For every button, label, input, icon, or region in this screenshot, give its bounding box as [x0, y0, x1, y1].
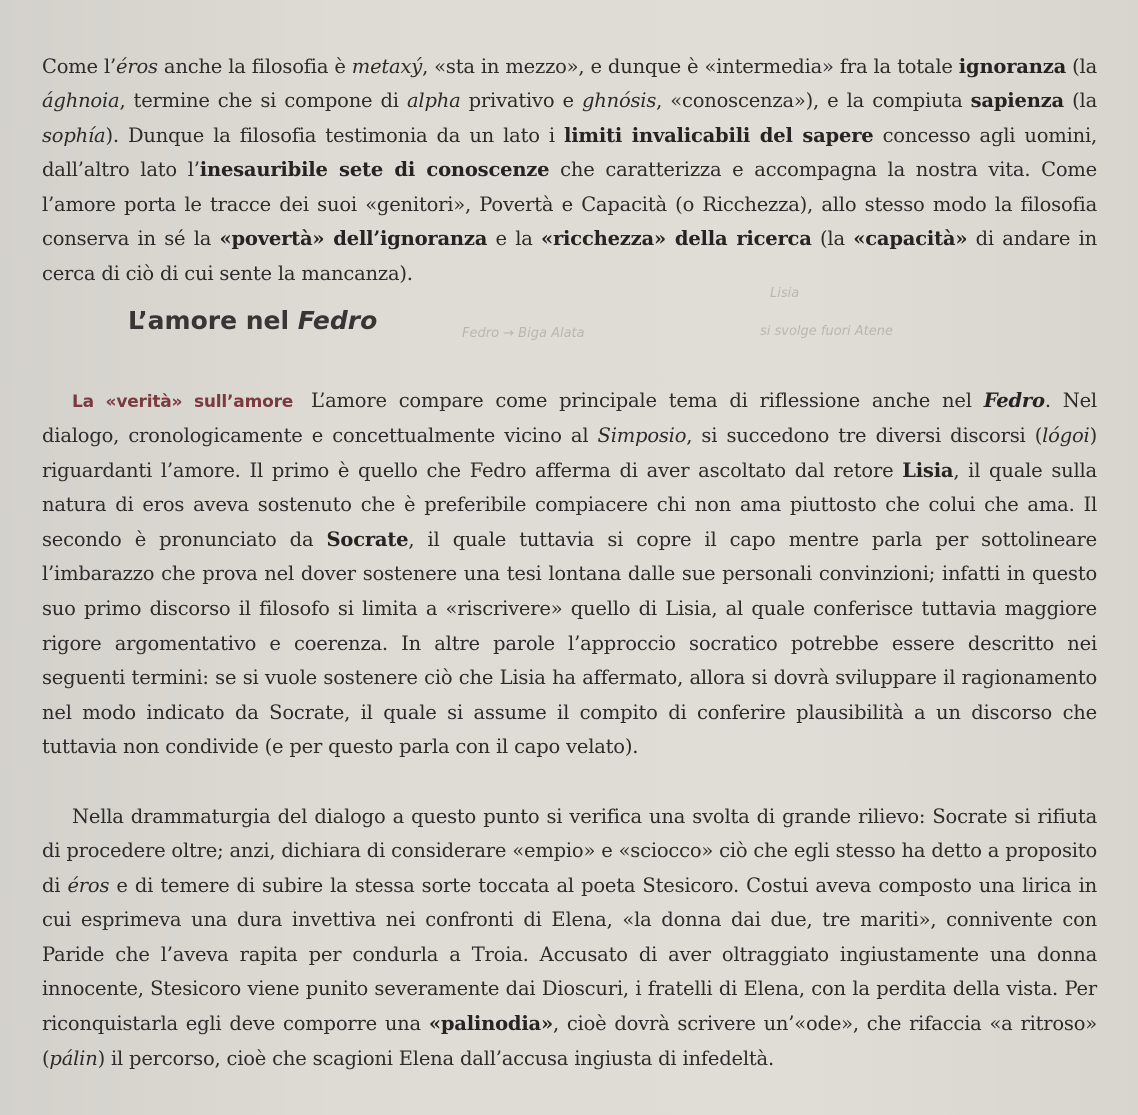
section-title: L’amore nel Fedro — [128, 306, 378, 335]
paragraph-1: Come l’éros anche la filosofia è metaxý, «sta in mezzo», e dunque è «intermedia» fra la totale ignoranza (la ághnoia, termine che si compone di alpha privativo e ghnósis, «conoscenza»), e la compiuta sapienza (la sophía). Dunque la filosofia testimonia da un lato i limiti invalicabili del sapere concesso agli uomini, dall’altro lato l’inesauribile sete di conoscenze che caratterizza e accompagna la nostra vita. Come l’amore porta le tracce dei suoi «genitori», Povertà e Capacità (o Ricchezza), allo stesso modo la filosofia conserva in sé la «povertà» dell’ignoranza e la «ricchezza» della ricerca (la «capacità» di andare in cerca di ciò di cui sente la mancanza). — [42, 54, 1098, 286]
paragraph-2: La «verità» sull’amore L’amore compare come principale tema di riflessione anche nel Fedro. Nel dialogo, cronologicamente e concettualmente vicino al Simposio, si succedono tre diversi discorsi (lógoi) riguardanti l’amore. Il primo è quello che Fedro afferma di aver ascoltato dal retore Lisia, il quale sulla natura di eros aveva sostenuto che è preferibile compiacere chi non ama piuttosto che colui che ama. Il secondo è pronunciato da Socrate, il quale tuttavia si copre il capo mentre parla per sottolineare l’imbarazzo che prova nel dover sostenere una tesi lontana dalle sue personali convinzioni; infatti in questo suo primo discorso il filosofo si limita a «riscrivere» quello di Lisia, al quale conferisce tuttavia maggiore rigore argomentativo e coerenza. In altre parole l’approccio socratico potrebbe essere descritto nei seguenti termini: se si vuole sostenere ciò che Lisia ha affermato, allora si dovrà sviluppare il ragionamento nel modo indicato da Socrate, il quale si assume il compito di conferire plausibilità a un discorso che tuttavia non condivide (e per questo parla con il capo velato). — [42, 388, 1098, 759]
subheading: La «verità» sull’amore — [72, 391, 294, 412]
handwritten-note: Fedro → Biga Alata — [462, 326, 585, 341]
handwritten-note: Lisia — [770, 286, 800, 301]
paragraph-3: Nella drammaturgia del dialogo a questo punto si verifica una svolta di grande rilievo: Socrate si rifiuta di procedere oltre; anzi, dichiara di considerare «empio» e «sciocco» ciò che egli stesso ha detto a proposito di éros e di temere di subire la stessa sorte toccata al poeta Stesicoro. Costui aveva composto una lirica in cui esprimeva una dura invettiva nei confronti di Elena, «la donna dai due, tre mariti», connivente con Paride che l’aveva rapita per condurla a Troia. Accusato di aver oltraggiato ingiustamente una donna innocente, Stesicoro viene punito severamente dai Dioscuri, i fratelli di Elena, con la perdita della vista. Per riconquistarla egli deve comporre una «palinodia», cioè dovrà scrivere un’«ode», che rifaccia «a ritroso» (pálin) il percorso, cioè che scagioni Elena dall’accusa ingiusta di infedeltà. — [42, 804, 1097, 1070]
handwritten-note: si svolge fuori Atene — [760, 324, 894, 339]
